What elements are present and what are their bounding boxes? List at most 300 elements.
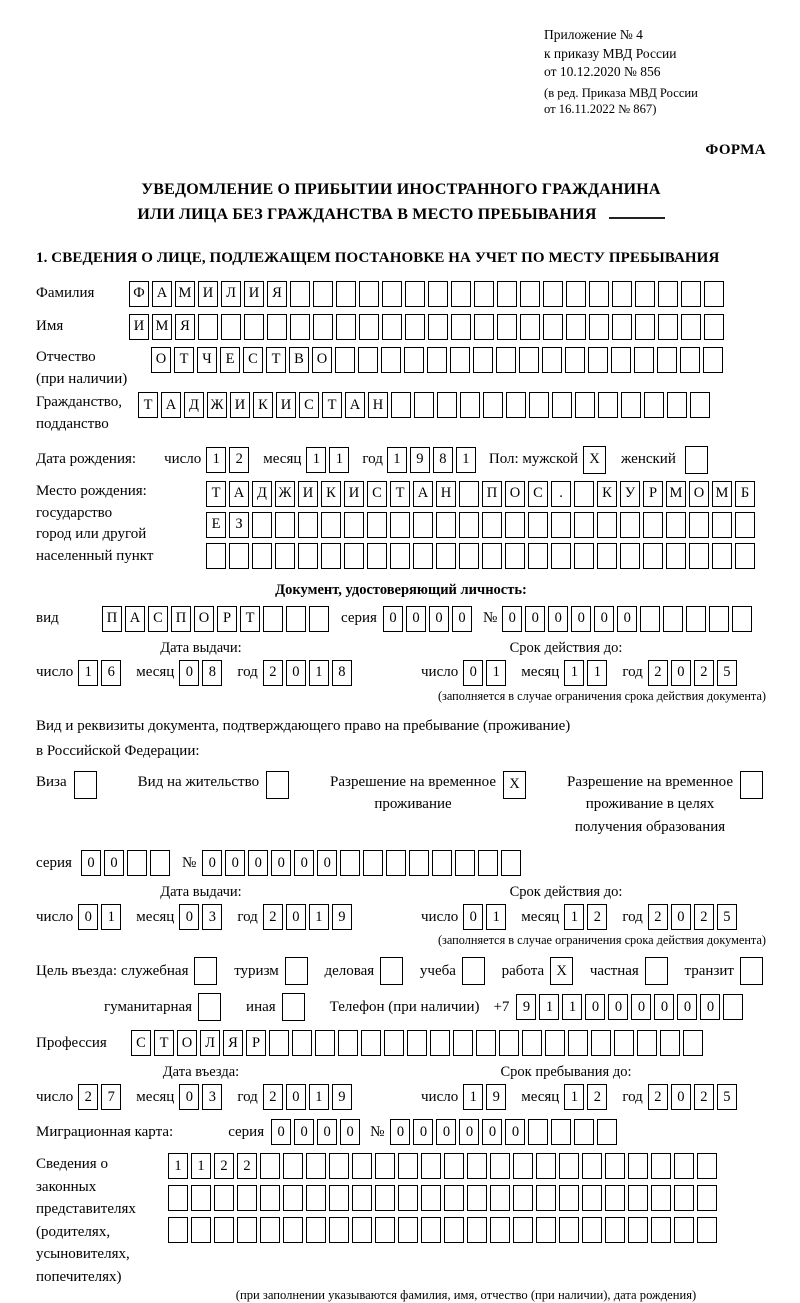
cell-box[interactable]: О: [151, 347, 171, 373]
cell-box[interactable]: [150, 850, 170, 876]
cell-box[interactable]: [329, 1217, 349, 1243]
cell-box[interactable]: [505, 512, 525, 538]
cell-box[interactable]: [473, 347, 493, 373]
cell-box[interactable]: С: [131, 1030, 151, 1056]
cell-box[interactable]: [522, 1030, 542, 1056]
cell-box[interactable]: [252, 543, 272, 569]
cell-box[interactable]: Я: [223, 1030, 243, 1056]
cell-box[interactable]: [467, 1153, 487, 1179]
cell-box[interactable]: 0: [390, 1119, 410, 1145]
cell-box[interactable]: А: [229, 481, 249, 507]
checkbox[interactable]: [380, 957, 403, 985]
cell-box[interactable]: 0: [608, 994, 628, 1020]
cell-box[interactable]: 2: [694, 904, 714, 930]
cell-box[interactable]: [260, 1153, 280, 1179]
cell-box[interactable]: [574, 543, 594, 569]
cell-box[interactable]: [575, 392, 595, 418]
cell-box[interactable]: [260, 1185, 280, 1211]
cell-box[interactable]: [658, 281, 678, 307]
cell-box[interactable]: [444, 1153, 464, 1179]
cell-box[interactable]: И: [244, 281, 264, 307]
cell-box[interactable]: [483, 392, 503, 418]
cell-box[interactable]: [413, 543, 433, 569]
checkbox[interactable]: [740, 771, 763, 799]
cell-box[interactable]: М: [175, 281, 195, 307]
cell-box[interactable]: [321, 543, 341, 569]
cell-box[interactable]: 0: [677, 994, 697, 1020]
cell-box[interactable]: [574, 481, 594, 507]
cell-box[interactable]: 0: [317, 1119, 337, 1145]
cell-box[interactable]: 0: [459, 1119, 479, 1145]
cell-box[interactable]: [398, 1153, 418, 1179]
cell-box[interactable]: [214, 1217, 234, 1243]
cell-box[interactable]: Т: [322, 392, 342, 418]
cell-box[interactable]: И: [129, 314, 149, 340]
cell-box[interactable]: [375, 1185, 395, 1211]
cell-box[interactable]: [335, 347, 355, 373]
cell-box[interactable]: [237, 1185, 257, 1211]
cell-box[interactable]: С: [148, 606, 168, 632]
cell-box[interactable]: Б: [735, 481, 755, 507]
cell-box[interactable]: [689, 543, 709, 569]
cell-box[interactable]: [313, 281, 333, 307]
cell-box[interactable]: П: [102, 606, 122, 632]
cell-box[interactable]: [559, 1185, 579, 1211]
cell-box[interactable]: [551, 543, 571, 569]
cell-box[interactable]: 0: [225, 850, 245, 876]
cell-box[interactable]: [635, 314, 655, 340]
cell-box[interactable]: 0: [631, 994, 651, 1020]
cell-box[interactable]: К: [597, 481, 617, 507]
cell-box[interactable]: [574, 1119, 594, 1145]
cell-box[interactable]: [428, 281, 448, 307]
cell-box[interactable]: 0: [413, 1119, 433, 1145]
cell-box[interactable]: [306, 1185, 326, 1211]
cell-box[interactable]: [597, 543, 617, 569]
cell-box[interactable]: 0: [294, 850, 314, 876]
cell-box[interactable]: Д: [252, 481, 272, 507]
cell-box[interactable]: [643, 543, 663, 569]
cell-box[interactable]: 0: [482, 1119, 502, 1145]
cell-box[interactable]: Я: [175, 314, 195, 340]
cell-box[interactable]: И: [198, 281, 218, 307]
cell-box[interactable]: [467, 1217, 487, 1243]
cell-box[interactable]: [651, 1217, 671, 1243]
cell-box[interactable]: [168, 1185, 188, 1211]
cell-box[interactable]: [545, 1030, 565, 1056]
cell-box[interactable]: 1: [387, 447, 407, 473]
cell-box[interactable]: [413, 512, 433, 538]
cell-box[interactable]: 0: [179, 1084, 199, 1110]
cell-box[interactable]: [643, 512, 663, 538]
cell-box[interactable]: Ф: [129, 281, 149, 307]
cell-box[interactable]: [506, 392, 526, 418]
cell-box[interactable]: О: [177, 1030, 197, 1056]
cell-box[interactable]: 2: [648, 660, 668, 686]
checkbox[interactable]: X: [550, 957, 573, 985]
cell-box[interactable]: [640, 606, 660, 632]
cell-box[interactable]: [621, 392, 641, 418]
cell-box[interactable]: [460, 392, 480, 418]
cell-box[interactable]: 0: [585, 994, 605, 1020]
cell-box[interactable]: [421, 1217, 441, 1243]
cell-box[interactable]: [313, 314, 333, 340]
cell-box[interactable]: 0: [548, 606, 568, 632]
cell-box[interactable]: [634, 347, 654, 373]
cell-box[interactable]: [611, 347, 631, 373]
cell-box[interactable]: 0: [671, 1084, 691, 1110]
cell-box[interactable]: [474, 281, 494, 307]
cell-box[interactable]: [697, 1153, 717, 1179]
cell-box[interactable]: Ж: [207, 392, 227, 418]
cell-box[interactable]: [451, 314, 471, 340]
cell-box[interactable]: [275, 512, 295, 538]
cell-box[interactable]: 8: [332, 660, 352, 686]
checkbox[interactable]: [194, 957, 217, 985]
cell-box[interactable]: [490, 1185, 510, 1211]
cell-box[interactable]: [559, 1217, 579, 1243]
cell-box[interactable]: [298, 512, 318, 538]
cell-box[interactable]: [436, 512, 456, 538]
cell-box[interactable]: [275, 543, 295, 569]
cell-box[interactable]: Т: [138, 392, 158, 418]
cell-box[interactable]: [614, 1030, 634, 1056]
cell-box[interactable]: [536, 1185, 556, 1211]
cell-box[interactable]: 0: [81, 850, 101, 876]
cell-box[interactable]: [712, 543, 732, 569]
cell-box[interactable]: [566, 281, 586, 307]
cell-box[interactable]: [568, 1030, 588, 1056]
cell-box[interactable]: [589, 314, 609, 340]
cell-box[interactable]: Д: [184, 392, 204, 418]
cell-box[interactable]: [605, 1217, 625, 1243]
cell-box[interactable]: О: [312, 347, 332, 373]
cell-box[interactable]: [338, 1030, 358, 1056]
cell-box[interactable]: 0: [617, 606, 637, 632]
cell-box[interactable]: [565, 347, 585, 373]
cell-box[interactable]: [214, 1185, 234, 1211]
cell-box[interactable]: [703, 347, 723, 373]
cell-box[interactable]: 1: [306, 447, 326, 473]
cell-box[interactable]: [367, 512, 387, 538]
cell-box[interactable]: О: [689, 481, 709, 507]
cell-box[interactable]: 5: [717, 1084, 737, 1110]
cell-box[interactable]: [620, 512, 640, 538]
cell-box[interactable]: [352, 1185, 372, 1211]
cell-box[interactable]: [382, 281, 402, 307]
cell-box[interactable]: 1: [101, 904, 121, 930]
cell-box[interactable]: 3: [202, 1084, 222, 1110]
cell-box[interactable]: [309, 606, 329, 632]
cell-box[interactable]: 0: [248, 850, 268, 876]
cell-box[interactable]: 0: [463, 904, 483, 930]
cell-box[interactable]: [390, 543, 410, 569]
cell-box[interactable]: [384, 1030, 404, 1056]
cell-box[interactable]: [421, 1185, 441, 1211]
cell-box[interactable]: И: [298, 481, 318, 507]
cell-box[interactable]: 1: [564, 904, 584, 930]
cell-box[interactable]: [482, 512, 502, 538]
cell-box[interactable]: [666, 512, 686, 538]
cell-box[interactable]: [292, 1030, 312, 1056]
cell-box[interactable]: [459, 512, 479, 538]
cell-box[interactable]: 0: [571, 606, 591, 632]
cell-box[interactable]: [582, 1185, 602, 1211]
cell-box[interactable]: [361, 1030, 381, 1056]
cell-box[interactable]: [612, 281, 632, 307]
cell-box[interactable]: 1: [168, 1153, 188, 1179]
cell-box[interactable]: [290, 314, 310, 340]
cell-box[interactable]: [536, 1217, 556, 1243]
cell-box[interactable]: [390, 512, 410, 538]
cell-box[interactable]: [363, 850, 383, 876]
cell-box[interactable]: Н: [436, 481, 456, 507]
cell-box[interactable]: [690, 392, 710, 418]
cell-box[interactable]: Т: [206, 481, 226, 507]
cell-box[interactable]: [405, 281, 425, 307]
checkbox[interactable]: [198, 993, 221, 1021]
cell-box[interactable]: 0: [179, 904, 199, 930]
cell-box[interactable]: [582, 1153, 602, 1179]
cell-box[interactable]: [689, 512, 709, 538]
cell-box[interactable]: 2: [237, 1153, 257, 1179]
cell-box[interactable]: [704, 281, 724, 307]
cell-box[interactable]: [680, 347, 700, 373]
cell-box[interactable]: [528, 512, 548, 538]
cell-box[interactable]: 2: [587, 1084, 607, 1110]
cell-box[interactable]: 0: [104, 850, 124, 876]
cell-box[interactable]: 0: [452, 606, 472, 632]
cell-box[interactable]: [437, 392, 457, 418]
cell-box[interactable]: Л: [200, 1030, 220, 1056]
cell-box[interactable]: 0: [505, 1119, 525, 1145]
cell-box[interactable]: А: [161, 392, 181, 418]
cell-box[interactable]: [501, 850, 521, 876]
cell-box[interactable]: А: [413, 481, 433, 507]
cell-box[interactable]: 0: [406, 606, 426, 632]
cell-box[interactable]: [352, 1153, 372, 1179]
cell-box[interactable]: 2: [229, 447, 249, 473]
cell-box[interactable]: [635, 281, 655, 307]
cell-box[interactable]: [505, 543, 525, 569]
cell-box[interactable]: С: [299, 392, 319, 418]
cell-box[interactable]: [704, 314, 724, 340]
cell-box[interactable]: 0: [286, 660, 306, 686]
cell-box[interactable]: 1: [309, 904, 329, 930]
cell-box[interactable]: 2: [694, 1084, 714, 1110]
cell-box[interactable]: [290, 281, 310, 307]
cell-box[interactable]: [597, 1119, 617, 1145]
cell-box[interactable]: [444, 1185, 464, 1211]
cell-box[interactable]: [476, 1030, 496, 1056]
cell-box[interactable]: 0: [429, 606, 449, 632]
cell-box[interactable]: [168, 1217, 188, 1243]
cell-box[interactable]: [543, 314, 563, 340]
cell-box[interactable]: [375, 1217, 395, 1243]
cell-box[interactable]: [551, 1119, 571, 1145]
cell-box[interactable]: [490, 1217, 510, 1243]
cell-box[interactable]: 1: [309, 1084, 329, 1110]
cell-box[interactable]: 1: [539, 994, 559, 1020]
cell-box[interactable]: .: [551, 481, 571, 507]
cell-box[interactable]: [367, 543, 387, 569]
cell-box[interactable]: [269, 1030, 289, 1056]
cell-box[interactable]: [321, 512, 341, 538]
cell-box[interactable]: [520, 281, 540, 307]
cell-box[interactable]: 0: [78, 904, 98, 930]
cell-box[interactable]: [306, 1217, 326, 1243]
cell-box[interactable]: [519, 347, 539, 373]
cell-box[interactable]: 2: [214, 1153, 234, 1179]
cell-box[interactable]: 1: [486, 660, 506, 686]
cell-box[interactable]: 0: [294, 1119, 314, 1145]
cell-box[interactable]: 5: [717, 904, 737, 930]
cell-box[interactable]: [191, 1217, 211, 1243]
cell-box[interactable]: 9: [516, 994, 536, 1020]
cell-box[interactable]: [543, 281, 563, 307]
cell-box[interactable]: А: [125, 606, 145, 632]
cell-box[interactable]: Р: [246, 1030, 266, 1056]
cell-box[interactable]: [359, 314, 379, 340]
cell-box[interactable]: [286, 606, 306, 632]
cell-box[interactable]: [358, 347, 378, 373]
cell-box[interactable]: [198, 314, 218, 340]
cell-box[interactable]: 0: [383, 606, 403, 632]
cell-box[interactable]: 9: [332, 904, 352, 930]
cell-box[interactable]: [637, 1030, 657, 1056]
cell-box[interactable]: М: [712, 481, 732, 507]
cell-box[interactable]: [267, 314, 287, 340]
cell-box[interactable]: 8: [433, 447, 453, 473]
cell-box[interactable]: 9: [410, 447, 430, 473]
cell-box[interactable]: [657, 347, 677, 373]
cell-box[interactable]: 0: [525, 606, 545, 632]
cell-box[interactable]: [315, 1030, 335, 1056]
cell-box[interactable]: Ж: [275, 481, 295, 507]
cell-box[interactable]: [427, 347, 447, 373]
cell-box[interactable]: Н: [368, 392, 388, 418]
cell-box[interactable]: [459, 543, 479, 569]
cell-box[interactable]: [651, 1185, 671, 1211]
cell-box[interactable]: [237, 1217, 257, 1243]
cell-box[interactable]: [683, 1030, 703, 1056]
cell-box[interactable]: 2: [263, 660, 283, 686]
cell-box[interactable]: [496, 347, 516, 373]
cell-box[interactable]: 7: [101, 1084, 121, 1110]
cell-box[interactable]: 9: [486, 1084, 506, 1110]
cell-box[interactable]: 2: [694, 660, 714, 686]
cell-box[interactable]: 2: [263, 1084, 283, 1110]
cell-box[interactable]: [497, 314, 517, 340]
cell-box[interactable]: [398, 1185, 418, 1211]
cell-box[interactable]: С: [367, 481, 387, 507]
cell-box[interactable]: [490, 1153, 510, 1179]
cell-box[interactable]: Л: [221, 281, 241, 307]
cell-box[interactable]: 1: [564, 660, 584, 686]
cell-box[interactable]: [340, 850, 360, 876]
cell-box[interactable]: [628, 1185, 648, 1211]
cell-box[interactable]: [551, 512, 571, 538]
cell-box[interactable]: 0: [286, 1084, 306, 1110]
cell-box[interactable]: О: [194, 606, 214, 632]
cell-box[interactable]: П: [482, 481, 502, 507]
cell-box[interactable]: [451, 281, 471, 307]
cell-box[interactable]: Т: [390, 481, 410, 507]
cell-box[interactable]: 1: [562, 994, 582, 1020]
cell-box[interactable]: [552, 392, 572, 418]
cell-box[interactable]: [386, 850, 406, 876]
cell-box[interactable]: [536, 1153, 556, 1179]
cell-box[interactable]: Т: [266, 347, 286, 373]
cell-box[interactable]: [344, 543, 364, 569]
cell-box[interactable]: Т: [174, 347, 194, 373]
cell-box[interactable]: [260, 1217, 280, 1243]
cell-box[interactable]: [381, 347, 401, 373]
cell-box[interactable]: [732, 606, 752, 632]
cell-box[interactable]: 0: [340, 1119, 360, 1145]
cell-box[interactable]: 0: [271, 1119, 291, 1145]
cell-box[interactable]: [735, 543, 755, 569]
cell-box[interactable]: 1: [486, 904, 506, 930]
checkbox[interactable]: X: [503, 771, 526, 799]
cell-box[interactable]: [467, 1185, 487, 1211]
cell-box[interactable]: К: [253, 392, 273, 418]
cell-box[interactable]: [513, 1217, 533, 1243]
cell-box[interactable]: [681, 314, 701, 340]
cell-box[interactable]: [436, 543, 456, 569]
cell-box[interactable]: 0: [286, 904, 306, 930]
cell-box[interactable]: 3: [202, 904, 222, 930]
cell-box[interactable]: П: [171, 606, 191, 632]
cell-box[interactable]: [628, 1217, 648, 1243]
cell-box[interactable]: [428, 314, 448, 340]
cell-box[interactable]: М: [152, 314, 172, 340]
cell-box[interactable]: [404, 347, 424, 373]
cell-box[interactable]: И: [230, 392, 250, 418]
cell-box[interactable]: [681, 281, 701, 307]
cell-box[interactable]: Р: [643, 481, 663, 507]
cell-box[interactable]: А: [345, 392, 365, 418]
cell-box[interactable]: 1: [206, 447, 226, 473]
cell-box[interactable]: [329, 1153, 349, 1179]
cell-box[interactable]: [221, 314, 241, 340]
cell-box[interactable]: [582, 1217, 602, 1243]
cell-box[interactable]: [478, 850, 498, 876]
checkbox[interactable]: [74, 771, 97, 799]
checkbox[interactable]: [645, 957, 668, 985]
cell-box[interactable]: [666, 543, 686, 569]
cell-box[interactable]: [336, 314, 356, 340]
cell-box[interactable]: К: [321, 481, 341, 507]
cell-box[interactable]: [359, 281, 379, 307]
cell-box[interactable]: [644, 392, 664, 418]
cell-box[interactable]: [651, 1153, 671, 1179]
cell-box[interactable]: [513, 1185, 533, 1211]
cell-box[interactable]: [432, 850, 452, 876]
cell-box[interactable]: [620, 543, 640, 569]
cell-box[interactable]: 1: [463, 1084, 483, 1110]
cell-box[interactable]: [382, 314, 402, 340]
cell-box[interactable]: [597, 512, 617, 538]
cell-box[interactable]: 6: [101, 660, 121, 686]
cell-box[interactable]: [421, 1153, 441, 1179]
cell-box[interactable]: [474, 314, 494, 340]
cell-box[interactable]: 5: [717, 660, 737, 686]
cell-box[interactable]: [283, 1185, 303, 1211]
cell-box[interactable]: 0: [436, 1119, 456, 1145]
cell-box[interactable]: Я: [267, 281, 287, 307]
cell-box[interactable]: [735, 512, 755, 538]
